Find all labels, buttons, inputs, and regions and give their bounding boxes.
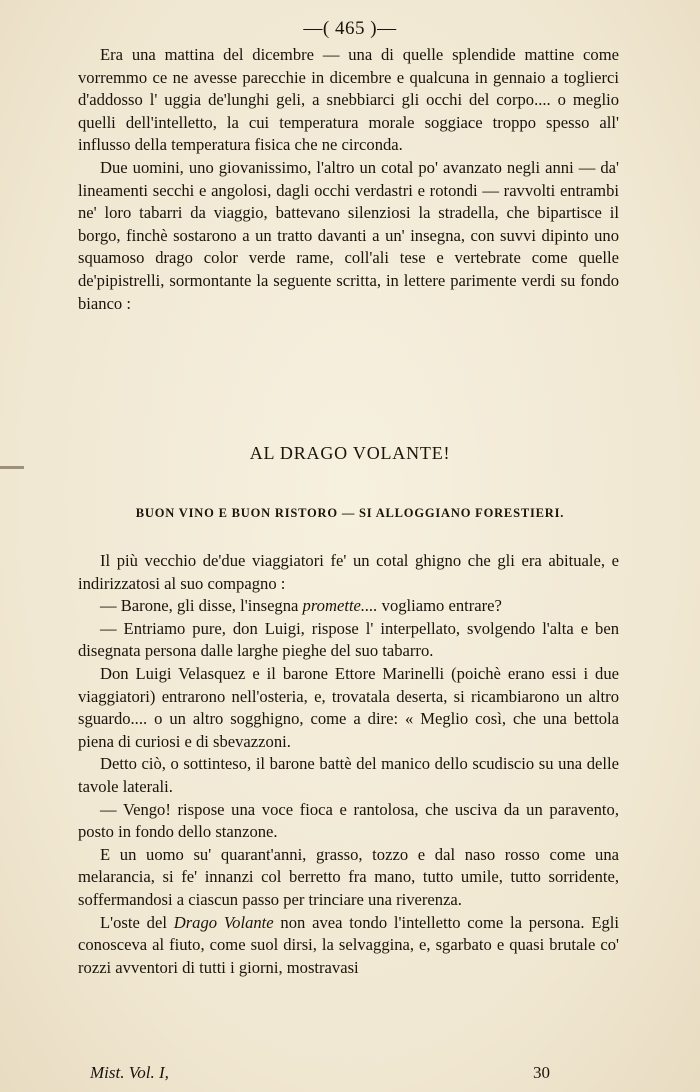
paragraph: — Vengo! rispose una voce fioca e rantolosa, che usciva da un paravento, posto in fondo dello stanzone. <box>78 799 619 842</box>
footer-sheet-number: 30 <box>533 1063 550 1082</box>
dialogue-text: — Barone, gli disse, l'insegna <box>100 596 303 616</box>
paragraph-text: non avea tondo l'intelletto come la persona. Egli conosceva al fiuto, come suol dirsi, la selvaggina, e, sgarbato e quasi brutale co' rozzi avventori di tutti i giorni, mostravasi <box>78 912 619 977</box>
page-header <box>0 18 700 40</box>
paragraph: — Entriamo pure, don Luigi, rispose l' interpellato, svolgendo l'alta e ben disegnata persona dalle larghe pieghe del suo tabarro. <box>78 618 619 661</box>
dialogue-text: vogliamo entrare? <box>377 596 502 616</box>
text-block-bottom <box>78 550 619 979</box>
page-number: —( 465 )— <box>303 18 397 39</box>
paragraph <box>78 912 619 980</box>
footer-signature: Mist. Vol. I, <box>90 1063 169 1082</box>
text-block-top <box>78 44 619 315</box>
margin-mark <box>0 466 24 469</box>
paragraph: Due uomini, uno giovanissimo, l'altro un cotal po' avanzato negli anni — da' lineamenti secchi e angolosi, dagli occhi verdastri e rotondi — ravvolti entrambi ne' loro tabarri da viaggio, battevano silenziosi la stradella, che bipartisce il borgo, finchè sostarono a un tratto davanti a un' insegna, con suvvi dipinto uno squamoso drago color verde rame, coll'ali tese e vertebrate come quelle de'pipistrelli, sormontante la seguente scritta, in lettere parimente verdi su fondo bianco : <box>78 157 619 313</box>
paragraph: Il più vecchio de'due viaggiatori fe' un cotal ghigno che gli era abituale, e indirizzatosi al suo compagno : <box>78 551 619 593</box>
sign-subtitle: BUON VINO E BUON RISTORO — SI ALLOGGIANO FORESTIERI. <box>135 506 565 520</box>
paragraph: E un uomo su' quarant'anni, grasso, tozzo e dal naso rosso come una melarancia, si fe' innanzi col berretto fra mano, tutto umile, tutto sorridente, soffermandosi a ciascun passo per trinciare una riverenza. <box>78 844 619 909</box>
paragraph: Don Luigi Velasquez e il barone Ettore Marinelli (poichè erano essi i due viaggiatori) entrarono nell'osteria, e, trovatala deserta, si ricambiarono un altro sguardo.... o un altro sogghigno, come a dire: « Meglio così, che una bettola piena di curiosi e di sbevazzoni. <box>78 663 619 751</box>
paragraph: Detto ciò, o sottinteso, il barone battè del manico dello scudiscio su una delle tavole laterali. <box>78 754 619 796</box>
sign-title: AL DRAGO VOLANTE! <box>249 443 451 463</box>
italic-word: promette.... <box>302 596 378 616</box>
paragraph-text: L'oste del <box>100 912 174 932</box>
italic-title: Drago Volante <box>173 912 274 932</box>
paragraph <box>78 595 619 618</box>
paragraph: Era una mattina del dicembre — una di quelle splendide mattine come vorremmo ce ne avesse parecchie in dicembre e qualcuna in gennaio a toglierci d'addosso l' uggia de'lunghi geli, a snebbiarci gli occhi del corpo.... o meglio quelli dell'intelletto, la cui temperatura morale soggiace troppo spesso all' influsso della temperatura fisica che ne circonda. <box>78 45 619 155</box>
